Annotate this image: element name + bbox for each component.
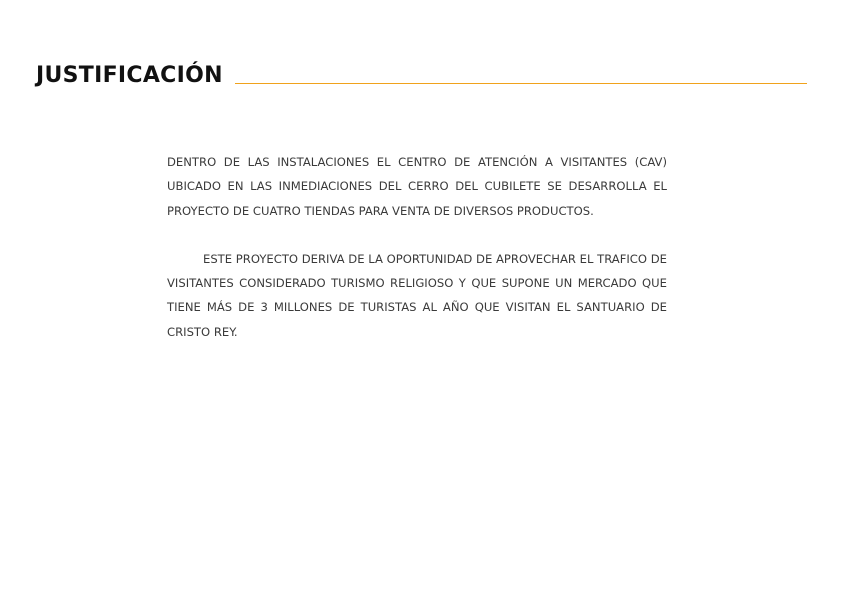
body-text [167, 150, 667, 344]
title-underline-rule [235, 83, 807, 84]
section-header [36, 60, 807, 90]
page-title: JUSTIFICACIÓN [36, 63, 223, 88]
paragraph-justification: ESTE PROYECTO DERIVA DE LA OPORTUNIDAD DE APROVECHAR EL TRAFICO DE VISITANTES CONSIDERADO TURISMO RELIGIOSO Y QUE SUPONE UN MERCADO QUE TIENE MÁS DE 3 MILLONES DE TURISTAS AL AÑO QUE VISITAN EL SANTUARIO DE CRISTO REY. [167, 251, 667, 339]
paragraph-intro: DENTRO DE LAS INSTALACIONES EL CENTRO DE ATENCIÓN A VISITANTES (CAV) UBICADO EN LAS INMEDIACIONES DEL CERRO DEL CUBILETE SE DESARROLLA EL PROYECTO DE CUATRO TIENDAS PARA VENTA DE DIVERSOS PRODUCTOS. [167, 155, 667, 218]
